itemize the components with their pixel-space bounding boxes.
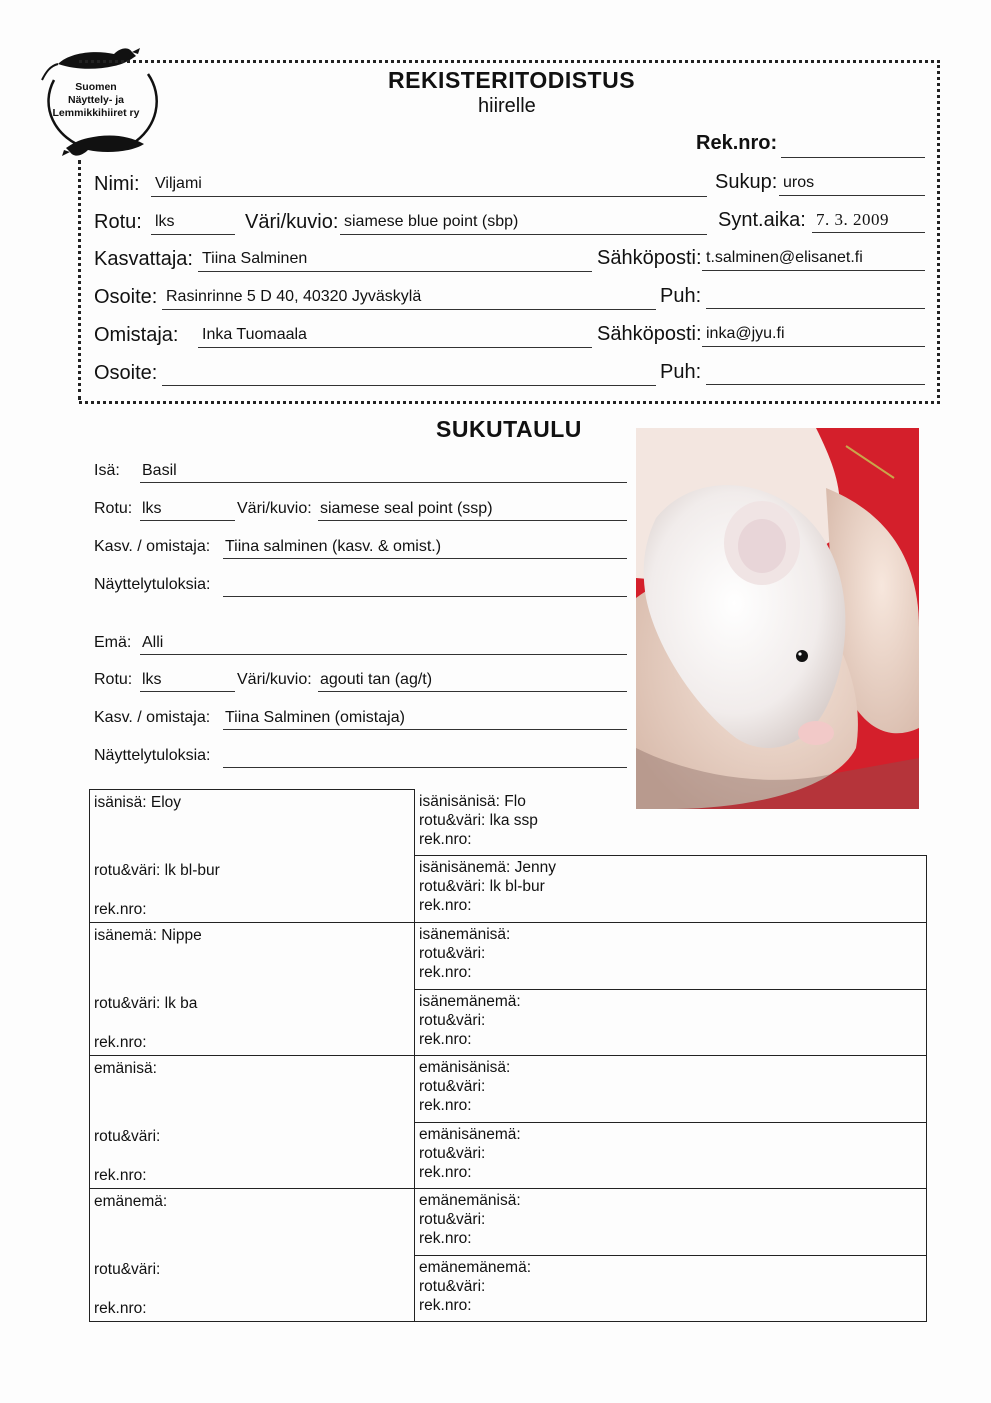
reg-number-field[interactable] [781, 135, 925, 158]
ggp-name: emänemänisä: [419, 1192, 521, 1209]
dam-breeder-field[interactable]: Tiina Salminen (omistaja) [223, 708, 627, 730]
great-grandparent-cell [415, 1255, 927, 1322]
breeder-phone-label: Puh: [660, 285, 702, 307]
ggp-reg: rek.nro: [419, 897, 472, 915]
sex-field[interactable]: uros [779, 173, 925, 196]
great-grandparent-cell [415, 989, 927, 1056]
gp-reg: rek.nro: [94, 901, 147, 918]
ggp-name: emänisänisä: [419, 1059, 511, 1076]
document-title: REKISTERITODISTUS [388, 67, 636, 93]
breeder-email-label: Sähköposti: [597, 247, 702, 269]
ggp-name: emänisänemä: [419, 1125, 521, 1143]
logo-text-line2: Näyttely- ja [67, 94, 125, 106]
gp-name: emänemä: [94, 1193, 168, 1210]
gp-name: isänisä: Eloy [94, 794, 182, 811]
grandparent-cell [90, 790, 415, 923]
gp-color: rotu&väri: [94, 1261, 161, 1278]
owner-email-label: Sähköposti: [597, 323, 702, 345]
ggp-reg: rek.nro: [419, 964, 472, 981]
dam-color-field[interactable]: agouti tan (ag/t) [318, 670, 627, 692]
gp-name: emänisä: [94, 1060, 157, 1077]
mouse-photo-image [636, 428, 919, 809]
breeder-label: Kasvattaja: [94, 248, 193, 270]
sire-breeder-field[interactable]: Tiina salminen (kasv. & omist.) [223, 537, 627, 559]
color-label: Väri/kuvio: [245, 211, 339, 233]
dam-breeder-label: Kasv. / omistaja: [94, 709, 211, 726]
ggp-reg: rek.nro: [419, 1296, 472, 1314]
birth-date-field[interactable]: 7. 3. 2009 [812, 210, 925, 233]
dam-breed-field[interactable]: lks [140, 670, 235, 692]
gp-name: isänemä: Nippe [94, 927, 202, 944]
grandparent-cell [90, 1056, 415, 1189]
great-grandparent-cell [415, 856, 927, 923]
great-grandparent-cell [415, 923, 927, 990]
ggp-color: rotu&väri: lk bl-bur [419, 878, 545, 896]
breeder-address-field[interactable]: Rasinrinne 5 D 40, 40320 Jyväskylä [162, 287, 656, 310]
breeder-field[interactable]: Tiina Salminen [198, 249, 592, 272]
ggp-color: rotu&väri: [419, 1144, 486, 1162]
name-label: Nimi: [94, 173, 140, 195]
gp-reg: rek.nro: [94, 1034, 147, 1051]
ggp-name: isänisänisä: Flo [419, 792, 526, 810]
ggp-name: isänisänemä: Jenny [419, 859, 556, 877]
ggp-reg: rek.nro: [419, 1163, 472, 1181]
breed-label: Rotu: [94, 211, 142, 233]
dam-name-field[interactable]: Alli [140, 633, 627, 655]
gp-color: rotu&väri: [94, 1128, 161, 1145]
header-frame-left [78, 160, 81, 400]
ggp-color: rotu&väri: [419, 945, 486, 962]
gp-reg: rek.nro: [94, 1167, 147, 1184]
sire-breeder-label: Kasv. / omistaja: [94, 538, 211, 555]
ggp-name: isänemänemä: [419, 992, 521, 1010]
ggp-reg: rek.nro: [419, 1097, 472, 1114]
dam-shows-field[interactable] [223, 746, 627, 768]
dam-color-label: Väri/kuvio: [237, 671, 312, 688]
pedigree-table [89, 789, 927, 1322]
sire-color-field[interactable]: siamese seal point (ssp) [318, 499, 627, 521]
great-grandparent-cell [415, 1189, 927, 1256]
ggp-reg: rek.nro: [419, 1030, 472, 1048]
sire-shows-field[interactable] [223, 575, 627, 597]
dam-breed-label: Rotu: [94, 671, 133, 688]
reg-number-label: Rek.nro: [696, 132, 778, 154]
logo-text-line1: Suomen [75, 81, 117, 93]
gp-color: rotu&väri: lk bl-bur [94, 862, 220, 879]
mouse-photo [636, 428, 919, 809]
ggp-name: isänemänisä: [419, 926, 511, 943]
owner-phone-field[interactable] [706, 362, 925, 385]
birth-date-label: Synt.aika: [718, 209, 806, 231]
sire-color-label: Väri/kuvio: [237, 500, 312, 517]
ggp-color: rotu&väri: [419, 1078, 486, 1095]
gp-color: rotu&väri: lk ba [94, 995, 198, 1012]
name-field[interactable]: Viljami [151, 174, 707, 197]
grandparent-cell [90, 923, 415, 1056]
owner-address-label: Osoite: [94, 362, 158, 384]
sire-name-field[interactable]: Basil [140, 461, 627, 483]
owner-label: Omistaja: [94, 324, 179, 346]
breeder-address-label: Osoite: [94, 286, 158, 308]
sex-label: Sukup: [715, 171, 778, 193]
sire-label: Isä: [94, 462, 120, 479]
dam-shows-label: Näyttelytuloksia: [94, 747, 211, 764]
owner-address-field[interactable] [162, 363, 656, 386]
grandparent-cell [90, 1189, 415, 1322]
owner-field[interactable]: Inka Tuomaala [198, 325, 592, 348]
ggp-reg: rek.nro: [419, 830, 472, 848]
breeder-email-field[interactable]: t.salminen@elisanet.fi [702, 248, 925, 271]
ggp-color: rotu&väri: [419, 1277, 486, 1295]
ggp-name: emänemänemä: [419, 1258, 532, 1276]
pedigree-title: SUKUTAULU [436, 416, 582, 442]
ggp-color: rotu&väri: lka ssp [419, 811, 538, 829]
color-field[interactable]: siamese blue point (sbp) [340, 212, 707, 235]
ggp-reg: rek.nro: [419, 1230, 472, 1247]
ggp-color: rotu&väri: [419, 1011, 486, 1029]
sire-breed-label: Rotu: [94, 500, 133, 517]
ggp-color: rotu&väri: [419, 1211, 486, 1228]
great-grandparent-cell [415, 1056, 927, 1123]
sire-shows-label: Näyttelytuloksia: [94, 576, 211, 593]
logo-text-line3: Lemmikkihiiret ry [52, 107, 140, 119]
sire-breed-field[interactable]: lks [140, 499, 235, 521]
owner-email-field[interactable]: inka@jyu.fi [702, 324, 925, 347]
breeder-phone-field[interactable] [706, 286, 925, 309]
owner-phone-label: Puh: [660, 361, 702, 383]
dam-label: Emä: [94, 634, 132, 651]
gp-reg: rek.nro: [94, 1300, 147, 1317]
great-grandparent-cell [415, 1122, 927, 1189]
breed-field[interactable]: lks [151, 212, 235, 235]
document-subtitle: hiirelle [478, 95, 536, 117]
